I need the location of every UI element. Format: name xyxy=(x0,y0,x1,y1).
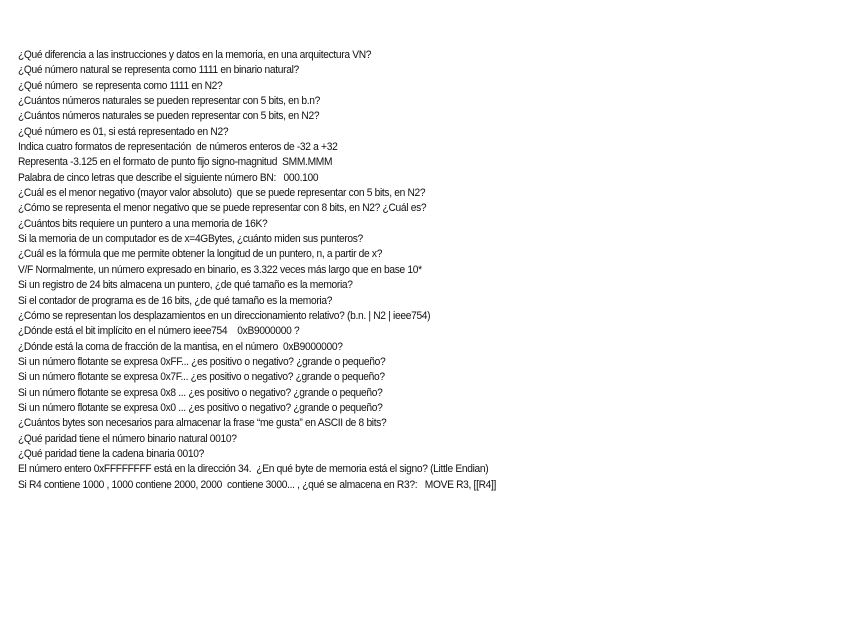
question-line: Si un registro de 24 bits almacena un puntero, ¿de qué tamaño es la memoria? xyxy=(18,279,353,292)
question-line: ¿Qué paridad tiene la cadena binaria 0010? xyxy=(18,447,204,460)
question-line: ¿Dónde está el bit implícito en el número ieee754 0xB9000000 ? xyxy=(18,325,300,338)
question-line: Si un número flotante se expresa 0x7F... ¿es positivo o negativo? ¿grande o pequeño? xyxy=(18,371,385,384)
question-line: ¿Cuántos bytes son necesarios para almacenar la frase “me gusta” en ASCII de 8 bits? xyxy=(18,417,387,430)
question-line: V/F Normalmente, un número expresado en binario, es 3.322 veces más largo que en base 10* xyxy=(18,263,422,276)
question-line: Si un número flotante se expresa 0xFF... ¿es positivo o negativo? ¿grande o pequeño? xyxy=(18,355,386,368)
question-line: Si un número flotante se expresa 0x8 ... ¿es positivo o negativo? ¿grande o pequeño? xyxy=(18,386,383,399)
question-line: ¿Cuál es el menor negativo (mayor valor absoluto) que se puede representar con 5 bits, en N2? xyxy=(18,187,426,200)
question-line: Representa -3.125 en el formato de punto fijo signo-magnitud SMM.MMM xyxy=(18,156,333,169)
question-line: Palabra de cinco letras que describe el siguiente número BN: 000.100 xyxy=(18,171,319,184)
question-line: ¿Qué número es 01, si está representado en N2? xyxy=(18,125,229,138)
question-line: Si la memoria de un computador es de x=4GBytes, ¿cuánto miden sus punteros? xyxy=(18,233,363,246)
question-line: Indica cuatro formatos de representación de números enteros de -32 a +32 xyxy=(18,141,338,154)
question-line: Si un número flotante se expresa 0x0 ... ¿es positivo o negativo? ¿grande o pequeño? xyxy=(18,401,383,414)
question-line: ¿Cuántos bits requiere un puntero a una memoria de 16K? xyxy=(18,217,268,230)
question-line: ¿Qué número se representa como 1111 en N2? xyxy=(18,79,223,92)
question-line: ¿Qué paridad tiene el número binario natural 0010? xyxy=(18,432,237,445)
question-line: Si R4 contiene 1000 , 1000 contiene 2000, 2000 contiene 3000... , ¿qué se almacena en R3?: MOVE R3, [[R4]] xyxy=(18,478,497,491)
question-line: ¿Qué diferencia a las instrucciones y datos en la memoria, en una arquitectura VN? xyxy=(18,49,372,61)
question-line: ¿Cuántos números naturales se pueden representar con 5 bits, en b.n? xyxy=(18,95,321,108)
question-line: ¿Cuál es la fórmula que me permite obtener la longitud de un puntero, n, a partir de x? xyxy=(18,248,383,261)
question-list xyxy=(18,48,532,493)
question-line: ¿Cómo se representan los desplazamientos en un direccionamiento relativo? (b.n. | N2 | ieee754) xyxy=(18,309,431,322)
question-line: ¿Cómo se representa el menor negativo que se puede representar con 8 bits, en N2? ¿Cuál es? xyxy=(18,202,427,215)
question-line: ¿Dónde está la coma de fracción de la mantisa, en el número 0xB9000000? xyxy=(18,340,343,353)
question-line: Si el contador de programa es de 16 bits, ¿de qué tamaño es la memoria? xyxy=(18,294,333,307)
question-line: ¿Qué número natural se representa como 1111 en binario natural? xyxy=(18,64,299,77)
question-line: El número entero 0xFFFFFFFF está en la dirección 34. ¿En qué byte de memoria está el signo? (Little Endian) xyxy=(18,463,489,476)
question-line: ¿Cuántos números naturales se pueden representar con 5 bits, en N2? xyxy=(18,110,320,123)
